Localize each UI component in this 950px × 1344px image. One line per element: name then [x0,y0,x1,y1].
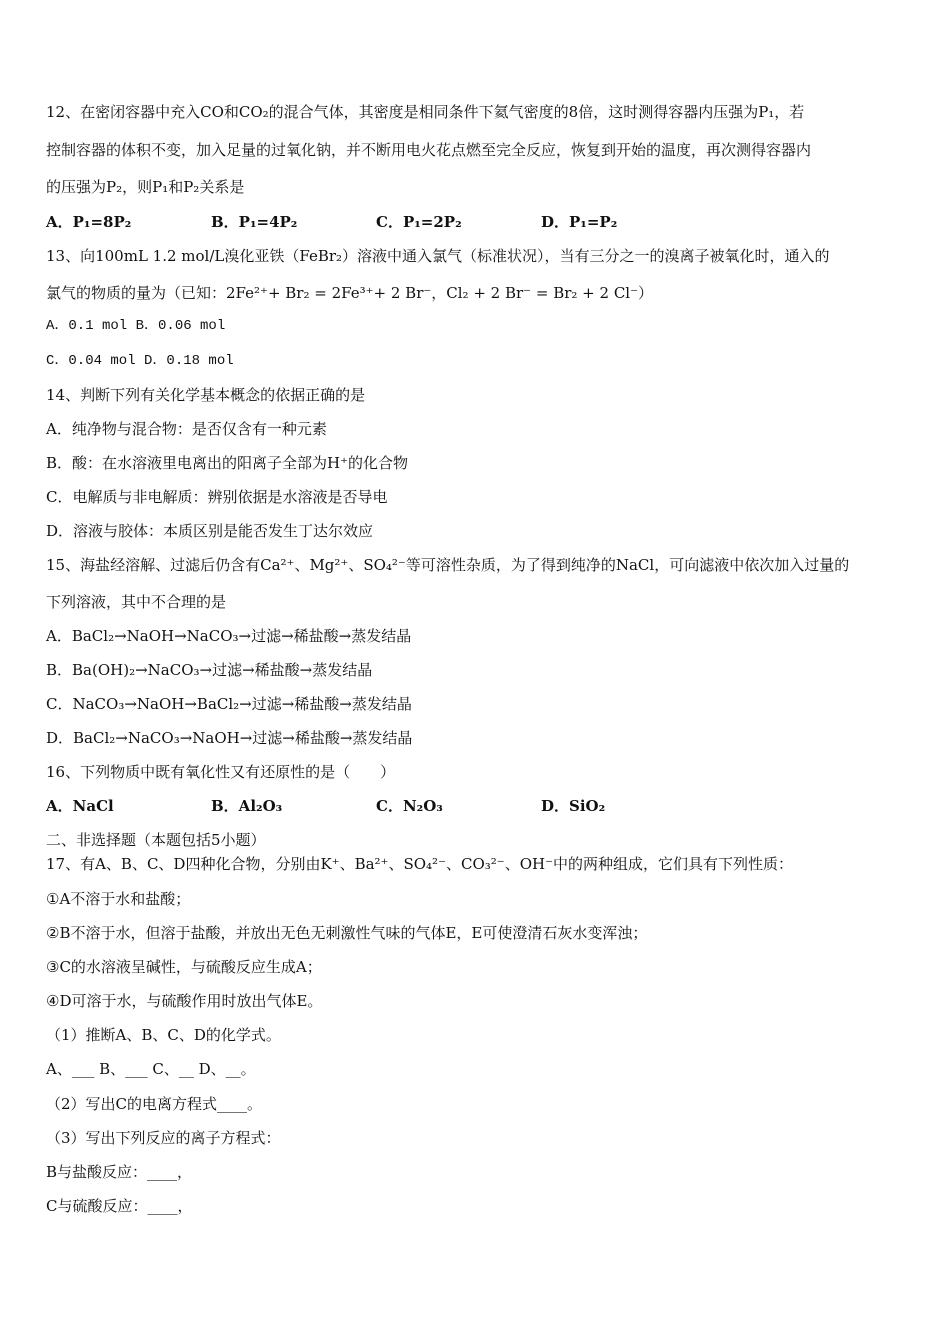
q17-prop-4: ④D可溶于水，与硫酸作用时放出气体E。 [46,992,323,1010]
q17-sub1-answer[interactable]: A、___ B、___ C、__ D、__。 [46,1060,256,1078]
q13-line2: 氯气的物质的量为（已知：2Fe²⁺+ Br₂ = 2Fe³⁺+ 2 Br⁻，Cl₂ + 2 Br⁻ = Br₂ + 2 Cl⁻） [46,284,654,302]
q17-prop-2: ②B不溶于水，但溶于盐酸，并放出无色无刺激性气味的气体E，E可使澄清石灰水变浑浊； [46,924,648,942]
q12-option-a[interactable]: A．P₁=8P₂ [46,213,132,231]
q16-option-c[interactable]: C．N₂O₃ [376,797,443,815]
q12-option-c[interactable]: C．P₁=2P₂ [376,213,462,231]
q13-options-row2[interactable]: C．0.04 mol D．0.18 mol [46,353,234,369]
q14-option-b[interactable]: B．酸：在水溶液里电离出的阳离子全部为H⁺的化合物 [46,454,409,472]
q17-sub2[interactable]: （2）写出C的电离方程式____。 [46,1095,263,1113]
q12-line1: 12、在密闭容器中充入CO和CO₂的混合气体，其密度是相同条件下氦气密度的8倍，这时测得容器内压强为P₁，若 [46,103,805,121]
q14-stem: 14、判断下列有关化学基本概念的依据正确的是 [46,386,366,404]
q16-option-a[interactable]: A．NaCl [46,797,114,815]
q17-sub3-c[interactable]: C与硫酸反应：____， [46,1197,193,1215]
q15-line2: 下列溶液，其中不合理的是 [46,593,227,611]
q17-sub3-b[interactable]: B与盐酸反应：____， [46,1163,193,1181]
q12-line3: 的压强为P₂，则P₁和P₂关系是 [46,178,245,196]
q15-option-b[interactable]: B．Ba(OH)₂→NaCO₃→过滤→稀盐酸→蒸发结晶 [46,661,373,679]
q14-option-d[interactable]: D．溶液与胶体：本质区别是能否发生丁达尔效应 [46,522,374,540]
q12-options [46,212,706,232]
q16-option-b[interactable]: B．Al₂O₃ [211,797,283,815]
q16-options [46,796,706,816]
q17-prop-3: ③C的水溶液呈碱性，与硫酸反应生成A； [46,958,322,976]
q17-sub3: （3）写出下列反应的离子方程式： [46,1129,281,1147]
q12-option-b[interactable]: B．P₁=4P₂ [211,213,298,231]
q12-option-d[interactable]: D．P₁=P₂ [541,213,618,231]
q17-stem: 17、有A、B、C、D四种化合物，分别由K⁺、Ba²⁺、SO₄²⁻、CO₃²⁻、OH⁻中的两种组成，它们具有下列性质： [46,855,794,873]
q12-line2: 控制容器的体积不变，加入足量的过氧化钠，并不断用电火花点燃至完全反应，恢复到开始的温度，再次测得容器内 [46,141,812,159]
section-heading: 二、非选择题（本题包括5小题） [46,831,266,849]
q13-line1: 13、向100mL 1.2 mol/L溴化亚铁（FeBr₂）溶液中通入氯气（标准状况），当有三分之一的溴离子被氧化时，通入的 [46,247,830,265]
q15-option-c[interactable]: C．NaCO₃→NaOH→BaCl₂→过滤→稀盐酸→蒸发结晶 [46,695,412,713]
q16-stem: 16、下列物质中既有氧化性又有还原性的是（ ） [46,763,396,781]
q17-sub1: （1）推断A、B、C、D的化学式。 [46,1026,281,1044]
q17-prop-1: ①A不溶于水和盐酸； [46,890,191,908]
q13-options-row1[interactable]: A．0.1 mol B．0.06 mol [46,318,226,334]
q15-option-a[interactable]: A．BaCl₂→NaOH→NaCO₃→过滤→稀盐酸→蒸发结晶 [46,627,412,645]
q14-option-c[interactable]: C．电解质与非电解质：辨别依据是水溶液是否导电 [46,488,388,506]
q14-option-a[interactable]: A．纯净物与混合物：是否仅含有一种元素 [46,420,327,438]
q15-line1: 15、海盐经溶解、过滤后仍含有Ca²⁺、Mg²⁺、SO₄²⁻等可溶性杂质，为了得到纯净的NaCl，可向滤液中依次加入过量的 [46,556,850,574]
q16-option-d[interactable]: D．SiO₂ [541,797,606,815]
q15-option-d[interactable]: D．BaCl₂→NaCO₃→NaOH→过滤→稀盐酸→蒸发结晶 [46,729,413,747]
